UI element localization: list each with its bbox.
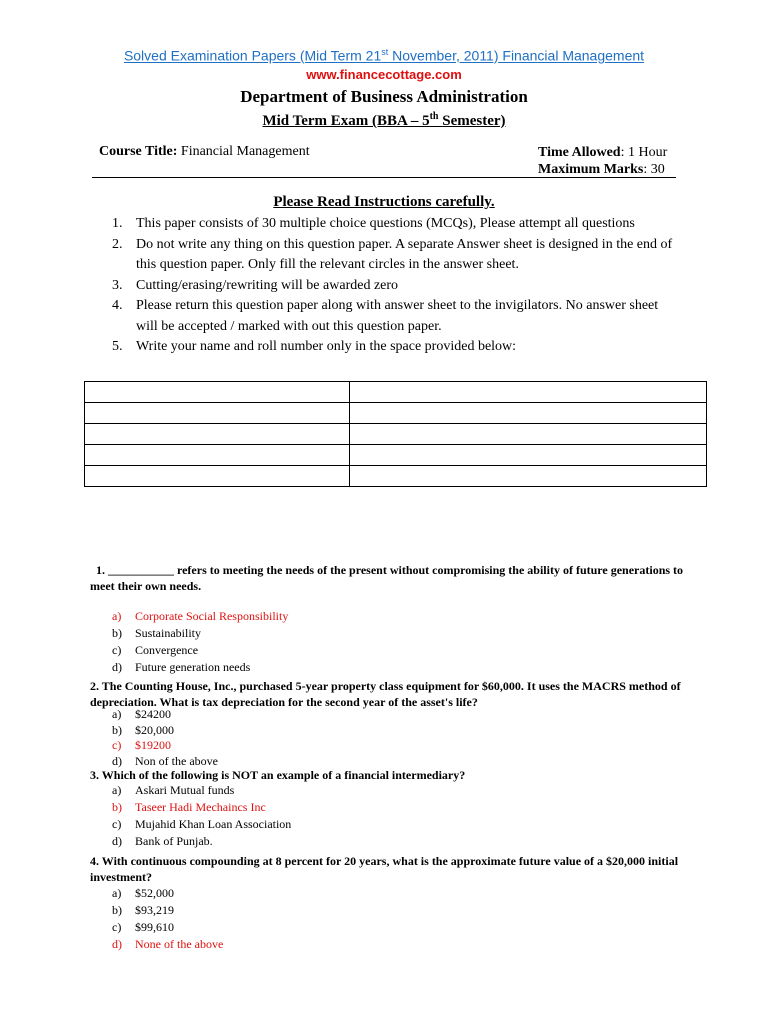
option-letter: b) xyxy=(112,903,122,917)
table-cell[interactable] xyxy=(350,403,707,424)
option-letter: d) xyxy=(112,834,122,848)
instruction-text: Write your name and roll number only in the space provided below: xyxy=(136,339,517,354)
option-text: None of the above xyxy=(135,937,224,951)
option-a[interactable] xyxy=(112,707,218,723)
solved-title-main: Solved Examination Papers (Mid Term 21 xyxy=(123,47,382,64)
exam-title xyxy=(0,111,768,130)
table-row xyxy=(85,424,707,445)
table-cell[interactable] xyxy=(350,445,707,466)
option-b[interactable] xyxy=(112,723,218,739)
name-roll-number-table xyxy=(84,381,707,487)
table-row xyxy=(85,466,707,487)
option-letter: c) xyxy=(112,817,122,831)
website-link[interactable]: www.financecottage.com xyxy=(306,67,462,82)
question-text: 1. ___________ refers to meeting the needs of the present without compromising the ability of future generations to meet their own needs. xyxy=(90,563,684,593)
option-text: $20,000 xyxy=(135,722,174,737)
instruction-text: Do not write any thing on this question paper. A separate Answer sheet is designed in the end of this question paper. Only fill the relevant circles in the answer sheet. xyxy=(136,236,673,272)
instruction-item xyxy=(112,214,682,235)
option-letter: c) xyxy=(112,738,122,752)
option-letter: c) xyxy=(112,643,122,657)
option-d[interactable] xyxy=(112,936,223,953)
table-cell[interactable] xyxy=(350,382,707,403)
exam-title-rest: Semester) xyxy=(438,113,506,129)
question-4-options xyxy=(112,885,223,953)
instruction-item xyxy=(112,337,682,358)
option-letter: c) xyxy=(112,920,122,934)
option-c[interactable] xyxy=(112,816,291,833)
option-b[interactable] xyxy=(112,902,223,919)
option-text: $24200 xyxy=(135,707,171,721)
option-text: Mujahid Khan Loan Association xyxy=(135,817,292,831)
instruction-number: 4. xyxy=(112,298,123,313)
table-cell[interactable] xyxy=(85,445,350,466)
solved-title-sup: st xyxy=(381,47,389,57)
instruction-number: 2. xyxy=(112,236,123,252)
instruction-item xyxy=(112,276,682,297)
time-allowed-label: Time Allowed xyxy=(538,145,621,160)
option-text: Bank of Punjab. xyxy=(135,834,213,848)
instruction-number: 5. xyxy=(112,339,123,354)
option-text: $93,219 xyxy=(135,903,174,917)
option-letter: d) xyxy=(112,753,122,768)
instructions-title: Please Read Instructions carefully. xyxy=(273,194,495,210)
instruction-text: This paper consists of 30 multiple choice questions (MCQs), Please attempt all questions xyxy=(136,216,635,231)
option-a[interactable] xyxy=(112,885,223,902)
question-3: 3. Which of the following is NOT an example of a financial intermediary? xyxy=(90,768,466,782)
exam-title-sup: th xyxy=(429,111,439,122)
option-letter: b) xyxy=(112,626,122,640)
option-a[interactable] xyxy=(112,608,288,625)
option-letter: d) xyxy=(112,660,122,674)
table-row xyxy=(85,403,707,424)
option-c[interactable] xyxy=(112,919,223,936)
question-1-options xyxy=(112,608,288,676)
course-title xyxy=(99,144,310,160)
option-letter: a) xyxy=(112,609,122,623)
table-row xyxy=(85,445,707,466)
option-c[interactable] xyxy=(112,642,288,659)
option-text: Future generation needs xyxy=(135,660,251,674)
option-text: Convergence xyxy=(135,643,199,657)
instructions-list xyxy=(112,214,682,358)
time-allowed xyxy=(538,144,667,161)
option-c[interactable] xyxy=(112,738,218,754)
exam-meta xyxy=(538,144,667,178)
option-text: Sustainability xyxy=(135,626,201,640)
solved-title-rest: November, 2011) Financial Management xyxy=(388,47,645,64)
question-4: 4. With continuous compounding at 8 percent for 20 years, what is the approximate future value of a $20,000 initial investment? xyxy=(90,854,679,884)
table-cell[interactable] xyxy=(350,466,707,487)
table-cell[interactable] xyxy=(350,424,707,445)
course-title-label: Course Title: xyxy=(99,144,178,159)
time-allowed-value: : 1 Hour xyxy=(620,145,668,160)
question-3-options xyxy=(112,782,291,850)
option-a[interactable] xyxy=(112,782,291,799)
option-letter: a) xyxy=(112,886,122,900)
question-2: 2. The Counting House, Inc., purchased 5-year property class equipment for $60,000. It uses the MACRS method of depreciation. What is tax depreciation for the second year of the asset's life? xyxy=(90,679,681,709)
instruction-item xyxy=(112,296,682,337)
table-cell[interactable] xyxy=(85,466,350,487)
maximum-marks-label: Maximum Marks xyxy=(538,162,644,177)
table-row xyxy=(85,382,707,403)
maximum-marks xyxy=(538,161,667,178)
option-d[interactable] xyxy=(112,659,288,676)
instruction-number: 1. xyxy=(112,216,123,231)
question-2-options xyxy=(112,707,218,769)
option-text: $19200 xyxy=(135,738,171,752)
instruction-text: Please return this question paper along with answer sheet to the invigilators. No answer sheet will be accepted / marked with out this question paper. xyxy=(136,298,659,334)
option-text: Non of the above xyxy=(135,753,218,768)
table-cell[interactable] xyxy=(85,382,350,403)
option-text: Corporate Social Responsibility xyxy=(135,609,289,623)
option-letter: b) xyxy=(112,800,122,814)
option-text: $99,610 xyxy=(135,920,174,934)
exam-title-main: Mid Term Exam (BBA – 5 xyxy=(262,113,430,129)
option-text: Taseer Hadi Mechaincs Inc xyxy=(135,800,266,814)
option-text: $52,000 xyxy=(135,886,174,900)
option-text: Askari Mutual funds xyxy=(135,783,235,797)
course-title-value: Financial Management xyxy=(177,144,310,159)
solved-papers-title[interactable] xyxy=(0,47,768,64)
instruction-text: Cutting/erasing/rewriting will be awarded zero xyxy=(136,277,399,293)
table-cell[interactable] xyxy=(85,424,350,445)
option-b[interactable] xyxy=(112,799,291,816)
table-cell[interactable] xyxy=(85,403,350,424)
option-d[interactable] xyxy=(112,833,291,850)
option-letter: a) xyxy=(112,783,122,797)
instruction-item xyxy=(112,235,682,276)
option-letter: b) xyxy=(112,722,122,737)
question-1 xyxy=(90,562,690,594)
option-letter: d) xyxy=(112,937,122,951)
header-divider xyxy=(92,177,676,178)
option-letter: a) xyxy=(112,707,122,721)
department-title: Department of Business Administration xyxy=(240,87,528,106)
instruction-number: 3. xyxy=(112,277,123,293)
maximum-marks-value: : 30 xyxy=(643,162,665,177)
option-b[interactable] xyxy=(112,625,288,642)
